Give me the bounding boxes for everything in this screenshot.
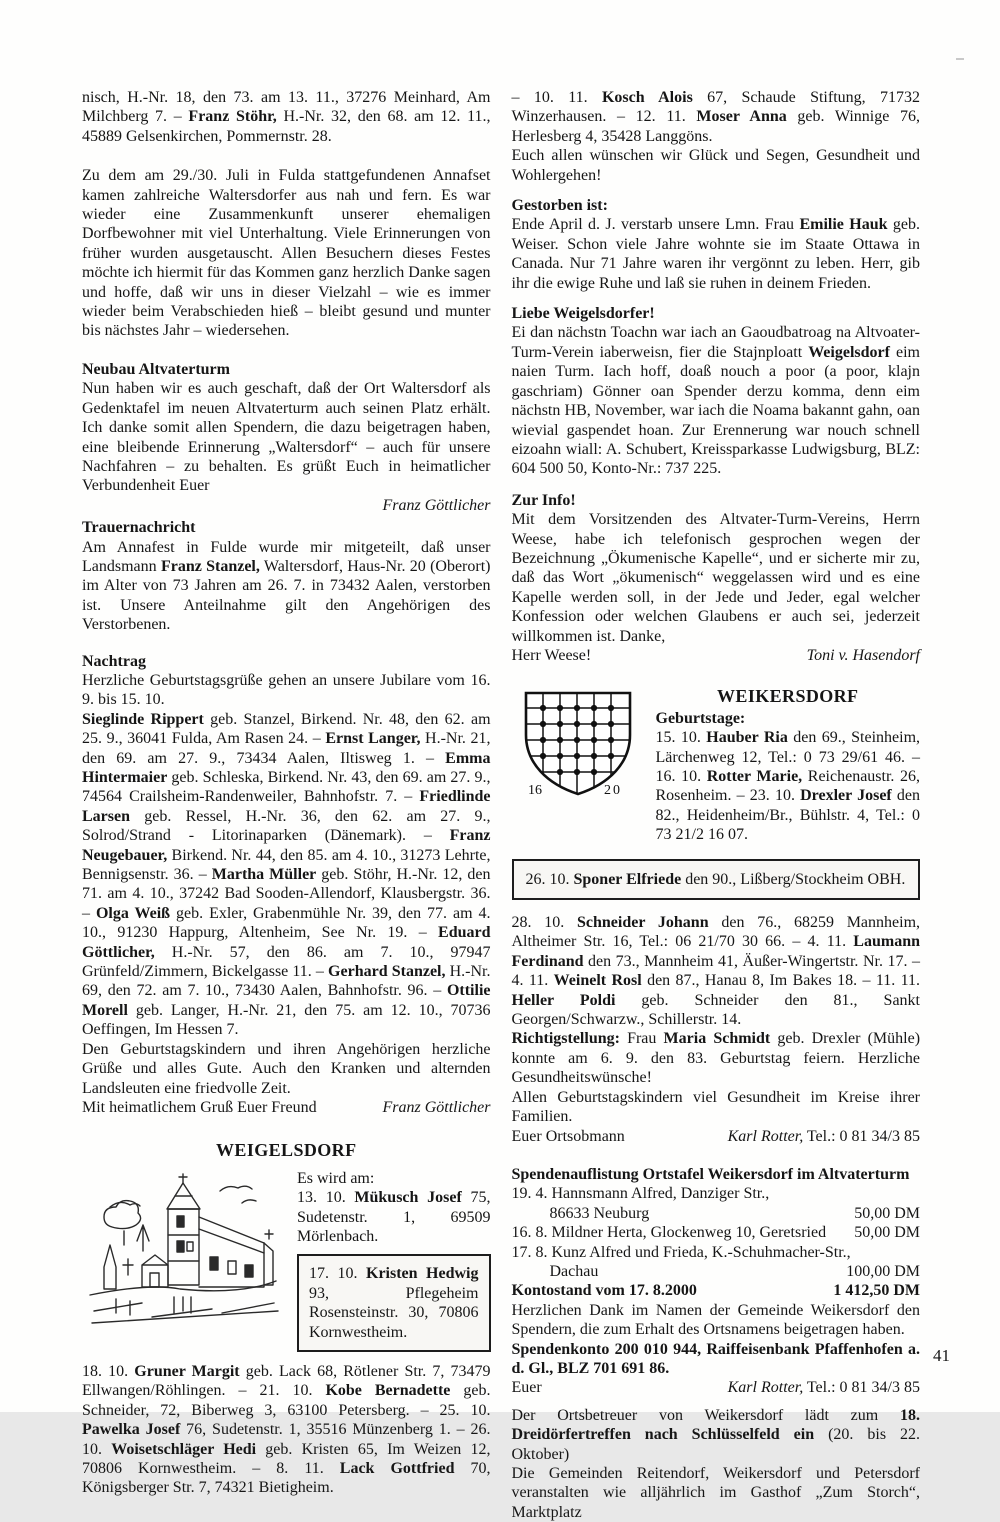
shield-number-left: 16	[527, 783, 542, 799]
paragraph: Die Gemeinden Reitendorf, Weikersdorf und Petersdorf veranstalten wie alljährlich im Gasthof „Zum Storch“, Marktplatz	[511, 1465, 920, 1521]
section-heading: Gestorben ist:	[511, 197, 608, 215]
left-column-bottom-blocks	[82, 1362, 491, 1498]
left-column	[82, 88, 491, 1522]
signature-line: Euer Ortsobmann Karl Rotter, Tel.: 0 81 34/3 85	[511, 1127, 920, 1145]
paragraph: Zu dem am 29./30. Juli in Fulda stattgefundenen Annafset kamen zahlreiche Waltersdorfer aus nah und fern. Es war wieder eine Zusammenkunft unserer ehemaligen Dorfbewohner mit viel Unterhaltung. Viele Erinnerungen von früher wurden ausgetauscht. Allen Besuchern dieses Festes möchte ich hiermit für das Kommen ganz herzlich Danke sagen und hoffe, daß wir uns in dieser Vielzahl – wie es immer wieder beim Verabschieden hieß – bleibt gesund und munter bis nächstes Jahr – wiedersehen.	[82, 167, 491, 340]
section-heading: Liebe Weigelsdorfer!	[511, 305, 655, 323]
signature-line: Herr Weese! Toni v. Hasendorf	[511, 646, 920, 664]
church-sketch-image	[82, 1169, 287, 1327]
paragraph: Sieglinde Rippert geb. Stanzel, Birkend. Nr. 48, den 62. am 25. 9., 36041 Fulda, Am Rasen 24. – Ernst Langer, H.-Nr. 21, den 69. am 27. 9., 73434 Aalen, Iltisweg 1. – Emma Hintermaier geb. Schleska, Birkend. Nr. 43, den 69. am 27. 9., 74564 Crailsheim-Randenweiler, Bahnhofstr. 7. – Friedlinde Larsen geb. Ressel, H.-Nr. 36, den 62. am 27. 9., Solrod/Strand - Litorinaparken (Dänemark). – Franz Neugebauer, Birkend. Nr. 44, den 85. am 4. 10., 31273 Lehrte, Bennigsenstr. 36. – Martha Müller geb. Stöhr, H.-Nr. 12, den 71. am 4. 10., 37242 Bad Sooden-Allendorf, Klausbergstr. 36. – Olga Weiß geb. Exler, Grabenmühle Nr. 39, den 77. am 4. 10., 91230 Happurg, Altenheim, See Nr. 19. – Eduard Göttlicher, H.-Nr. 57, den 86. am 7. 10., 97947 Grünfeld/Zimmern, Bickelgasse 11. – Gerhard Stanzel, H.-Nr. 69, den 72. am 7. 10., 73430 Aalen, Bahnhofstr. 96. – Ottilie Morell geb. Langer, H.-Nr. 21, den 75. am 12. 10., 70736 Oeffingen, Im Hessen 7.	[82, 710, 491, 1039]
paragraph: 18. 10. Gruner Margit geb. Lack 68, Rötlener Str. 7, 73479 Ellwangen/Röhlingen. – 21. 10. Kobe Bernadette geb. Schneider, 72, Biberweg 3, 63100 Petersberg. – 25. 10. Pawelka Josef 76, Sudetenstr. 1, 35516 Münzenberg 1. – 26. 10. Woisetschläger Hedi geb. Kristen 65, Im Weizen 12, 70806 Kornwestheim. – 8. 11. Lack Gottfried 70, Königsberger Str. 7, 74321 Bietigheim.	[82, 1362, 491, 1497]
boxed-entry-sponer-elfriede: 26. 10. Sponer Elfriede den 90., Lißberg/Stockheim OBH.	[512, 859, 921, 900]
paragraph: Es wird am:	[297, 1169, 375, 1187]
paragraph: Mit dem Vorsitzenden des Altvater-Turm-Vereins, Herrn Weese, habe ich telefonisch gesprochen wegen der Bezeichnung „Ökumenische Kapelle“, und er sicherte mir zu, daß das Wort „ökumenisch“ weggelassen wird und es eine Kapelle werden soll, in der Jede und Jeder, egal welcher Konfession oder welchen Glaubens er auch sei, jederzeit willkommen ist. Danke,	[511, 511, 920, 645]
paragraph: Herzliche Geburtstagsgrüße gehen an unsere Jubilare vom 16. 9. bis 15. 10.	[82, 671, 491, 709]
signature-line: Franz Göttlicher	[382, 496, 491, 514]
right-column-top-blocks	[512, 88, 921, 665]
donation-row: 19. 4. Hannsmann Alfred, Danziger Str.,	[511, 1185, 770, 1203]
section-title: WEIKERSDORF	[717, 686, 859, 707]
section-heading: Neubau Altvaterturm	[82, 360, 230, 378]
right-column	[512, 88, 921, 1522]
paragraph: Herzlichen Dank im Namen der Gemeinde Weikersdorf den Spendern, die zum Erhalt des Ortsnamens beigetragen haben.	[511, 1301, 920, 1339]
weigelsdorf-entries	[297, 1169, 491, 1352]
donation-row: 16. 8. Mildner Herta, Glockenweg 10, Geretsried 50,00 DM	[511, 1224, 920, 1242]
paragraph: Ende April d. J. verstarb unsere Lmn. Frau Emilie Hauk geb. Weiser. Schon viele Jahre wohnte sie im Staate Ottawa in Canada. Nur 71 Jahre waren ihr vergönnt zu leben. Herr, gib ihr die ewige Ruhe und laß sie ruhen in deinem Frieden.	[511, 216, 921, 292]
section-heading: Spendenauflistung Ortstafel Weikersdorf im Altvaterturm	[511, 1165, 910, 1183]
paragraph: 28. 10. Schneider Johann den 76., 68259 Mannheim, Altheimer Str. 16, Tel.: 06 21/70 30 66. – 4. 11. Laumann Ferdinand den 73., Mannheim 41, Äußer-Wingertstr. Nr. 17. – 4. 11. Weinelt Rosl den 87., Hanau 8, Im Bakes 18. – 11. 11. Heller Poldi geb. Schneider den 81., Sankt Georgen/Schwarzw., Schillerstr. 14.	[511, 914, 921, 1029]
two-column-layout	[82, 88, 920, 1522]
paragraph: Richtigstellung: Frau Maria Schmidt geb. Drexler (Mühle) konnte am 6. 9. den 83. Geburtstag feiern. Herzliche Gesundheitswünsche!	[511, 1030, 921, 1087]
crop-mark	[956, 58, 964, 60]
donation-row: 86633 Neuburg 50,00 DM	[549, 1204, 920, 1222]
section-heading: Zur Info!	[511, 491, 576, 509]
paragraph: Den Geburtstagskindern und ihren Angehörigen herzliche Grüße und alles Gute. Auch den Kranken und alternden Landsleuten eine friedvolle Zeit.	[82, 1040, 491, 1097]
donation-row: 17. 8. Kunz Alfred und Frieda, K.-Schuhmacher-Str.,	[511, 1243, 851, 1261]
section-heading: Nachtrag	[82, 652, 146, 670]
paragraph: nisch, H.-Nr. 18, den 73. am 13. 11., 37276 Meinhard, Am Milchberg 7. – Franz Stöhr, H.-Nr. 32, den 68. am 12. 11., 45889 Gelsenkirchen, Pommernstr. 28.	[82, 89, 491, 145]
section-title: WEIGELSDORF	[216, 1140, 357, 1161]
paragraph: Spendenkonto 200 010 944, Raiffeisenbank Pfaffenhofen a. d. Gl., BLZ 701 691 86.	[511, 1340, 920, 1377]
paragraph: Am Annafest in Fulde wurde mir mitgeteilt, daß unser Landsmann Franz Stanzel, Waltersdorf, Haus-Nr. 20 (Oberort) im Alter von 73 Jahren am 26. 7. in 73432 Aalen, verstorben ist. Unsere Anteilnahme gilt den Angehörigen des Verstorbenen.	[82, 538, 491, 634]
paragraph: Nun haben wir es auch geschaft, daß der Ort Waltersdorf als Gedenktafel im neuen Altvaterturm auch seinen Platz erhält. Ich danke somit allen Spendern, die dazu beigetragen haben, eine bleibende Erinnerung „Waltersdorf“ – auch für unsere Nachfahren – zu behalten. Es grüßt Euch in heimatlicher Verbundenheit Euer	[82, 380, 491, 495]
paragraph: Ei dan nächstn Toachn war iach an Gaoudbatroag na Altvoater-Turm-Verein iaberweisn, fier die Stajnploatt Weigelsdorf eim naien Turm. Iach hoff, doaß nouch a poor (a poor, klajn gaschriam) Gönner oan Spender derzu komma, denn eim nächstn HB, November, war iach die Noama bakannt gahn, oan wievial gaspendet hoan. Zur Erennerung war nouch schnell eizoahn wiall: A. Schubert, Kreissparkasse Ludwigsburg, BLZ: 604 500 50, Konto-Nr.: 737 225.	[511, 324, 920, 478]
weikersdorf-figure	[512, 687, 921, 844]
paragraph: 15. 10. Hauber Ria den 69., Steinheim, Lärchenweg 12, Tel.: 0 73 29/61 46. – 16. 10. Rotter Marie, Reichenaustr. 26, Rosenheim. – 23. 10. Drexler Josef den 82., Heidenheim/Br., Bühlstr. 4, Tel.: 0 73 21/2 16 07.	[655, 729, 921, 844]
right-column-bottom-blocks	[512, 913, 921, 1522]
boxed-entry-kristen-hedwig: 17. 10. Kristen Hedwig 93, Pflegeheim Rosensteinstr. 30, 70806 Kornwestheim.	[297, 1254, 491, 1352]
section-heading: Trauernachricht	[82, 519, 196, 537]
paragraph: 13. 10. Mükusch Josef 75, Sudetenstr. 1, 69509 Mörlenbach.	[297, 1189, 491, 1245]
weikersdorf-entries	[656, 687, 921, 844]
section-heading: Geburtstage:	[655, 709, 746, 727]
weigelsdorf-figure	[82, 1169, 491, 1352]
paragraph: – 10. 11. Kosch Alois 67, Schaude Stiftung, 71732 Winzerhausen. – 12. 11. Moser Anna geb. Winnige 76, Herlesberg 4, 35428 Langgöns.	[511, 89, 921, 145]
shield-crest-image	[512, 687, 644, 803]
page-number: 41	[933, 1346, 950, 1365]
left-column-top-blocks	[82, 88, 491, 1161]
paragraph: Der Ortsbetreuer von Weikersdorf lädt zum 18. Dreidörfertreffen nach Schlüsselfeld ein (20. bis 22. Oktober)	[511, 1406, 921, 1463]
signature-line: Euer Karl Rotter, Tel.: 0 81 34/3 85	[511, 1379, 920, 1397]
donation-row: Kontostand vom 17. 8.2000 1 412,50 DM	[511, 1282, 920, 1300]
paragraph: Allen Geburtstagskindern viel Gesundheit im Kreise ihrer Familien.	[511, 1088, 920, 1126]
donation-row: Dachau 100,00 DM	[549, 1262, 920, 1280]
shield-number-right: 20	[603, 783, 622, 799]
paragraph: Euch allen wünschen wir Glück und Segen, Gesundheit und Wohlergehen!	[511, 147, 920, 184]
signature-line: Mit heimatlichem Gruß Euer Freund Franz Göttlicher	[82, 1098, 491, 1116]
